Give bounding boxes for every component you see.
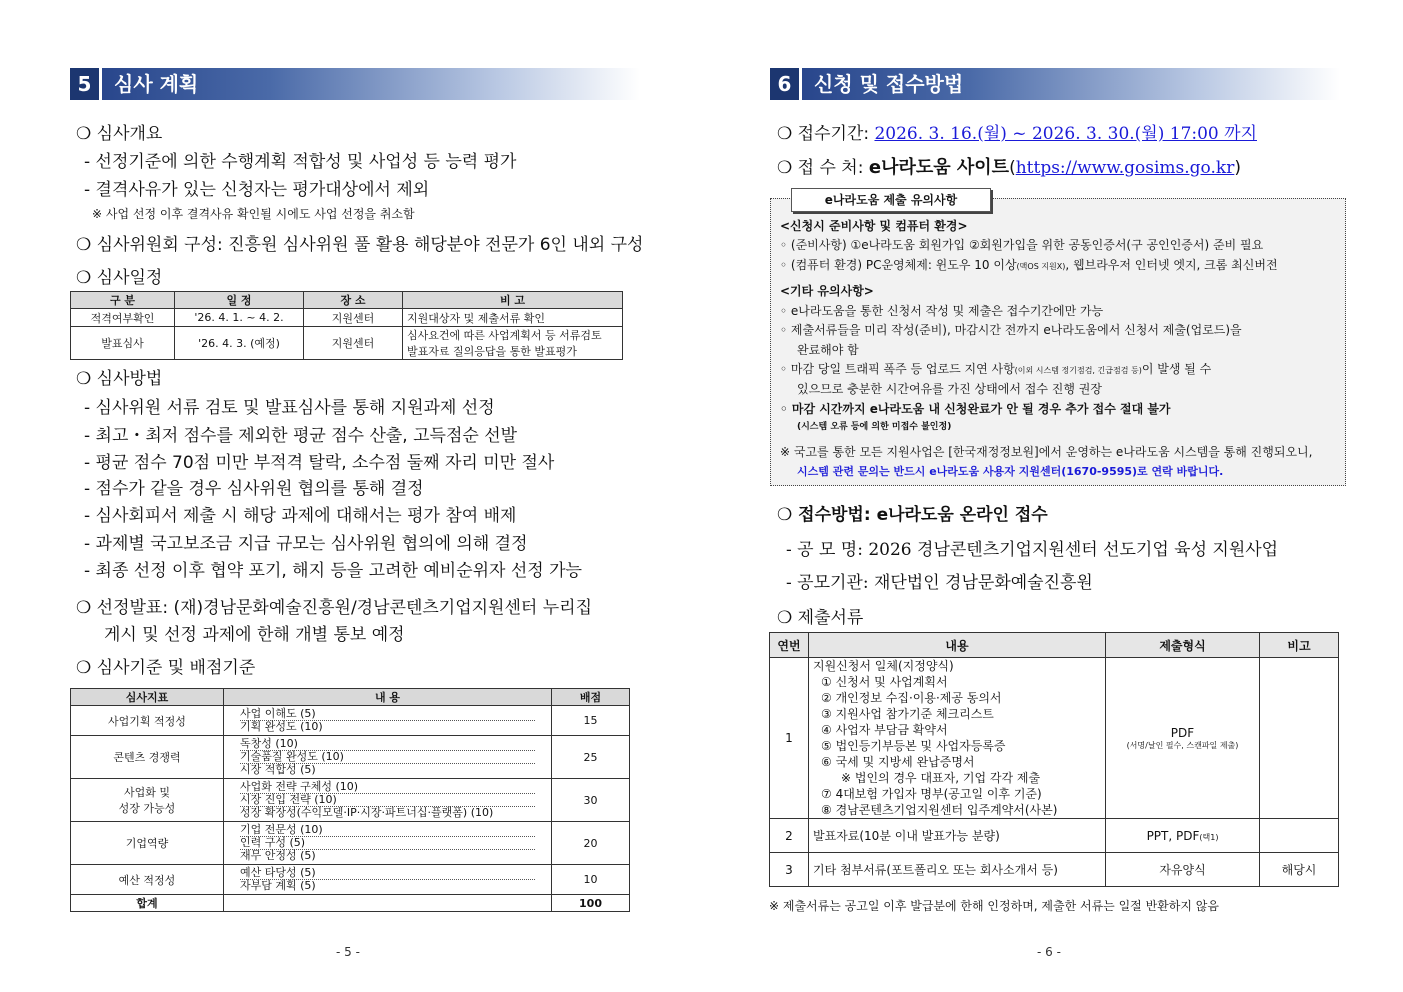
criteria-item: 재무 안정성 (5)	[240, 849, 316, 862]
announce-line: 게시 및 선정 과제에 한해 개별 통보 예정	[104, 625, 405, 645]
doc-format: 자유양식	[1106, 853, 1260, 887]
table-row	[770, 658, 1339, 819]
etc-text: 이 발생 될 수	[1141, 362, 1212, 376]
notice-tag: e나라도움 제출 유의사항	[791, 188, 991, 212]
etc-heading: <기타 유의사항>	[780, 284, 874, 298]
overview-heading: ❍ 심사개요	[76, 124, 163, 144]
prep-text: , 웹브라우저 인터넷 엣지, 크롬 최신버전	[1065, 258, 1278, 272]
table-row	[71, 895, 630, 912]
method-item: - 심사위원 서류 검토 및 발표심사를 통해 지원과제 선정	[84, 398, 495, 418]
criteria-name: 사업기획 적정성	[71, 706, 224, 736]
committee-text: ❍ 심사위원회 구성: 진흥원 심사위원 풀 활용 해당분야 전문가 6인 내외 구성	[76, 235, 644, 255]
cell: '26. 4. 3. (예정)	[175, 327, 304, 360]
criteria-items	[224, 822, 552, 865]
criteria-item: 기술품질 완성도 (10)	[240, 751, 535, 764]
page-number: - 6 -	[1037, 945, 1061, 959]
table-row	[770, 819, 1339, 853]
etc-footnote: ※ 국고를 통한 모든 지원사업은 [한국재정정보원]에서 운영하는 e나라도움 시스템을 통해 진행되오니,	[780, 445, 1313, 459]
cell: 적격여부확인	[71, 309, 175, 327]
criteria-score: 15	[552, 706, 630, 736]
prep-heading: <신청시 준비사항 및 컴퓨터 환경>	[780, 219, 968, 233]
cell-line: 발표자료 질의응답을 통한 발표평가	[407, 345, 577, 358]
col-header: 비 고	[403, 292, 623, 309]
criteria-heading: ❍ 심사기준 및 배점기준	[76, 658, 256, 678]
doc-line: ② 개인정보 수집·이용·제공 동의서	[821, 691, 1002, 705]
place-url-link[interactable]: https://www.gosims.go.kr	[1015, 158, 1235, 178]
col-header: 내용	[809, 633, 1106, 658]
criteria-total-label: 합계	[71, 895, 224, 912]
method-item: - 최고・최저 점수를 제외한 평균 점수 산출, 고득점순 선발	[84, 426, 518, 446]
etc-text: ◦ 마감 당일 트래픽 폭주 등 업로드 지연 사항	[780, 362, 1015, 376]
criteria-item: 사업화 전략 구체성 (10)	[240, 781, 535, 794]
doc-line: ⑦ 4대보험 가입자 명부(공고일 이후 기준)	[821, 787, 1042, 801]
place-line	[777, 153, 1241, 179]
section-title: 심사 계획	[114, 72, 199, 96]
docs-heading: ❍ 제출서류	[777, 608, 864, 628]
page-number: - 5 -	[336, 945, 360, 959]
etc-item: ◦ 제출서류들을 미리 작성(준비), 마감시간 전까지 e나라도움에서 신청서 제출(업로드)을	[780, 323, 1242, 337]
criteria-items	[224, 736, 552, 779]
doc-line: ⑧ 경남콘텐츠기업지원센터 입주계약서(사본)	[821, 803, 1058, 817]
etc-text-small: (이외 시스템 정기점검, 긴급점검 등)	[1014, 366, 1142, 375]
etc-item: 있으므로 충분한 시간여유를 가진 상태에서 접수 진행 권장	[797, 382, 1102, 396]
method-heading: ❍ 심사방법	[76, 369, 163, 389]
doc-content: 발표자료(10분 이내 발표가능 분량)	[809, 819, 1106, 853]
overview-item: - 결격사유가 있는 신청자는 평가대상에서 제외	[84, 180, 430, 200]
criteria-item: 인력 구성 (5)	[240, 837, 535, 850]
cell-line: 심사요건에 따른 사업계획서 등 서류검토	[407, 329, 602, 342]
etc-footnote-blue: 시스템 관련 문의는 반드시 e나라도움 사용자 지원센터(1670-9595)로 연락 바랍니다.	[797, 465, 1224, 478]
criteria-total-empty	[224, 895, 552, 912]
table-row	[71, 822, 630, 865]
receipt-method-item: - 공 모 명: 2026 경남콘텐츠기업지원센터 선도기업 육성 지원사업	[786, 540, 1279, 560]
doc-line: ⑥ 국세 및 지방세 완납증명서	[821, 755, 975, 769]
doc-line: ※ 법인의 경우 대표자, 기업 각각 제출	[841, 771, 1041, 785]
criteria-items	[224, 706, 552, 736]
criteria-score: 30	[552, 779, 630, 822]
doc-format	[1106, 819, 1260, 853]
col-header: 연번	[770, 633, 809, 658]
criteria-item: 시장 적합성 (5)	[240, 763, 316, 776]
section-5-header	[70, 68, 640, 100]
doc-note	[1260, 819, 1339, 853]
docs-table	[769, 632, 1339, 887]
method-item: - 점수가 같을 경우 심사위원 협의를 통해 결정	[84, 479, 424, 499]
col-header: 구 분	[71, 292, 175, 309]
section-title: 신청 및 접수방법	[814, 72, 964, 96]
doc-line: ③ 지원사업 참가기준 체크리스트	[821, 707, 994, 721]
receipt-method-heading: ❍ 접수방법: e나라도움 온라인 접수	[777, 505, 1048, 525]
col-header: 배점	[552, 689, 630, 706]
method-item: - 과제별 국고보조금 지급 규모는 심사위원 협의에 의해 결정	[84, 534, 528, 554]
doc-note: 해당시	[1260, 853, 1339, 887]
table-row	[71, 706, 630, 736]
section-number: 5	[70, 68, 102, 100]
criteria-item: 사업 이해도 (5)	[240, 708, 535, 721]
doc-format	[1106, 658, 1260, 819]
method-item: - 최종 선정 이후 협약 포기, 해지 등을 고려한 예비순위자 선정 가능	[84, 561, 582, 581]
col-header: 비고	[1260, 633, 1339, 658]
col-header: 장 소	[304, 292, 403, 309]
overview-item: - 선정기준에 의한 수행계획 적합성 및 사업성 등 능력 평가	[84, 152, 517, 172]
period-line	[777, 119, 1257, 144]
criteria-name: 예산 적정성	[71, 865, 224, 895]
col-header: 내 용	[224, 689, 552, 706]
etc-item: 완료해야 함	[797, 343, 859, 357]
etc-item	[780, 360, 1211, 377]
col-header: 심사지표	[71, 689, 224, 706]
prep-item: ◦ (준비사항) ①e나라도움 회원가입 ②회원가입을 위한 공동인증서(구 공인인증서) 준비 필요	[780, 238, 1264, 252]
period-label: ❍ 접수기간:	[777, 124, 875, 144]
table-row	[71, 327, 623, 360]
place-url-open: (	[1009, 158, 1016, 178]
prep-text: ◦ (컴퓨터 환경) PC운영체제: 윈도우 10 이상	[780, 258, 1017, 272]
place-url-close: )	[1234, 158, 1241, 178]
doc-note	[1260, 658, 1339, 819]
col-header: 제출형식	[1106, 633, 1260, 658]
criteria-name: 사업화 및 성장 가능성	[71, 779, 224, 822]
doc-format-value: PDF	[1170, 725, 1195, 740]
doc-content	[809, 658, 1106, 819]
method-item: - 평균 점수 70점 미만 부적격 탈락, 소수점 둘째 자리 미만 절사	[84, 453, 555, 473]
criteria-score: 25	[552, 736, 630, 779]
cell: 발표심사	[71, 327, 175, 360]
criteria-item: 기획 완성도 (10)	[240, 720, 323, 733]
criteria-items	[224, 779, 552, 822]
cell: 지원대상자 및 제출서류 확인	[403, 309, 623, 327]
overview-note: ※ 사업 선정 이후 결격사유 확인될 시에도 사업 선정을 취소함	[92, 207, 415, 221]
method-item: - 심사회피서 제출 시 해당 과제에 대해서는 평가 참여 배제	[84, 506, 517, 526]
schedule-table	[70, 291, 623, 360]
criteria-item: 성장 확장성(수익모델·IP·시장·파트너십·플랫폼) (10)	[240, 806, 494, 819]
doc-num: 3	[770, 853, 809, 887]
criteria-item: 독창성 (10)	[240, 738, 535, 751]
period-value: 2026. 3. 16.(월) ~ 2026. 3. 30.(월) 17:00 까지	[874, 124, 1257, 144]
cell: 지원센터	[304, 309, 403, 327]
doc-line: ⑤ 법인등기부등본 및 사업자등록증	[821, 739, 1006, 753]
doc-line: 지원신청서 일체(지정양식)	[813, 659, 954, 673]
criteria-table	[70, 688, 630, 912]
cell: 지원센터	[304, 327, 403, 360]
etc-item-note: (시스템 오류 등에 의한 미접수 불인정)	[797, 422, 952, 432]
criteria-score: 10	[552, 865, 630, 895]
criteria-items	[224, 865, 552, 895]
section-6-header	[770, 68, 1340, 100]
etc-item: ◦ e나라도움을 통한 신청서 작성 및 제출은 접수기간에만 가능	[780, 304, 1104, 318]
doc-format-value: PPT, PDF	[1146, 828, 1200, 843]
criteria-item: 예산 타당성 (5)	[240, 867, 535, 880]
criteria-name: 콘텐츠 경쟁력	[71, 736, 224, 779]
criteria-total: 100	[552, 895, 630, 912]
table-row	[71, 736, 630, 779]
cell: '26. 4. 1. ~ 4. 2.	[175, 309, 304, 327]
docs-footnote: ※ 제출서류는 공고일 이후 발급분에 한해 인정하며, 제출한 서류는 일절 반환하지 않음	[769, 899, 1219, 913]
criteria-item: 자부담 계획 (5)	[240, 879, 316, 892]
etc-item-bold: ◦ 마감 시간까지 e나라도움 내 신청완료가 안 될 경우 추가 접수 절대 불가	[780, 402, 1171, 416]
place-label: ❍ 접 수 처:	[777, 158, 869, 178]
criteria-item: 기업 전문성 (10)	[240, 824, 535, 837]
table-row	[71, 865, 630, 895]
criteria-score: 20	[552, 822, 630, 865]
col-header: 일 정	[175, 292, 304, 309]
doc-content: 기타 첨부서류(포트폴리오 또는 회사소개서 등)	[809, 853, 1106, 887]
schedule-heading: ❍ 심사일정	[76, 268, 163, 288]
announce-line: ❍ 선정발표: (재)경남문화예술진흥원/경남콘텐츠기업지원센터 누리집	[76, 598, 592, 618]
doc-line: ④ 사업자 부담금 확약서	[821, 723, 948, 737]
doc-num: 2	[770, 819, 809, 853]
doc-line: ① 신청서 및 사업계획서	[821, 675, 948, 689]
doc-format-note: (택1)	[1199, 832, 1219, 842]
place-value: e나라도움 사이트	[868, 157, 1010, 178]
doc-num: 1	[770, 658, 809, 819]
section-number: 6	[770, 68, 802, 100]
prep-item	[780, 256, 1278, 273]
prep-text-small: (맥OS 지원X)	[1016, 262, 1066, 271]
cell	[403, 327, 623, 360]
table-row	[71, 779, 630, 822]
criteria-name: 기업역량	[71, 822, 224, 865]
receipt-method-item: - 공모기관: 재단법인 경남문화예술진흥원	[786, 573, 1093, 593]
doc-format-note: (서명/날인 필수, 스캔파일 제출)	[1126, 740, 1239, 750]
criteria-item: 시장 진입 전략 (10)	[240, 794, 535, 807]
table-row	[770, 853, 1339, 887]
table-row	[71, 309, 623, 327]
